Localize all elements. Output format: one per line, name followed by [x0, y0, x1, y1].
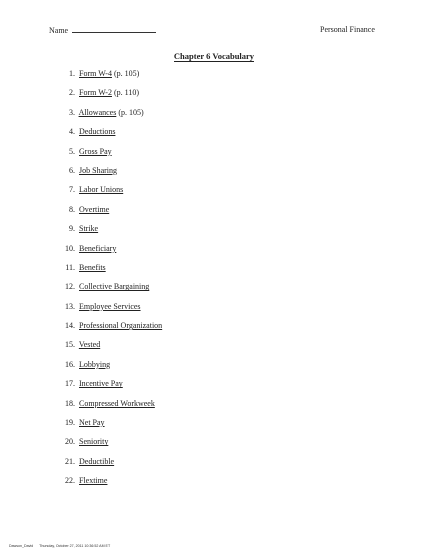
vocabulary-number: 10.: [65, 243, 75, 253]
vocabulary-number: 12.: [65, 282, 75, 292]
vocabulary-term: Beneficiary: [79, 243, 117, 253]
vocabulary-list: [62, 69, 162, 496]
vocabulary-term: Vested: [78, 340, 101, 350]
vocabulary-number: 1.: [69, 69, 75, 78]
vocabulary-term: Net Pay: [79, 418, 105, 428]
vocabulary-item: [62, 244, 162, 263]
name-label: Name: [49, 26, 69, 35]
vocabulary-item: [62, 127, 162, 146]
vocabulary-term: Overtime: [79, 204, 110, 214]
vocabulary-item: [62, 166, 162, 185]
vocabulary-term: Seniority: [79, 437, 109, 447]
vocabulary-item: [62, 379, 162, 398]
page-title: [0, 51, 428, 62]
vocabulary-item: [62, 263, 162, 282]
vocabulary-term: Lobbying: [79, 359, 111, 369]
vocabulary-page-reference: (p. 105): [111, 69, 140, 78]
vocabulary-number: 17.: [65, 379, 75, 389]
vocabulary-item: [62, 282, 162, 301]
vocabulary-number: 11.: [65, 262, 75, 272]
vocabulary-number: 22.: [65, 476, 75, 486]
vocabulary-number: 2.: [69, 88, 75, 98]
vocabulary-item: [62, 476, 162, 495]
vocabulary-number: 15.: [65, 340, 75, 350]
vocabulary-number: 9.: [69, 224, 75, 234]
vocabulary-number: 13.: [65, 301, 75, 311]
vocabulary-item: [62, 321, 162, 340]
vocabulary-term: Deductions: [79, 127, 116, 137]
vocabulary-number: 3.: [69, 107, 75, 117]
vocabulary-item: [62, 360, 162, 379]
vocabulary-page-reference: (p. 105): [116, 107, 144, 117]
vocabulary-term: Form W-2: [79, 88, 112, 98]
vocabulary-number: 4.: [69, 127, 75, 137]
page-title-text: Chapter 6 Vocabulary: [173, 51, 255, 61]
vocabulary-number: 8.: [69, 204, 75, 214]
vocabulary-number: 7.: [69, 185, 75, 195]
vocabulary-item: [62, 88, 162, 107]
name-blank-line: [72, 25, 156, 33]
vocabulary-number: 19.: [65, 418, 75, 428]
vocabulary-number: 20.: [65, 437, 75, 447]
vocabulary-item: [62, 224, 162, 243]
vocabulary-term: Collective Bargaining: [79, 282, 150, 292]
course-title: Personal Finance: [320, 25, 375, 34]
vocabulary-term: Benefits: [79, 262, 106, 272]
vocabulary-item: [62, 69, 162, 88]
vocabulary-term: Allowances: [78, 107, 117, 117]
vocabulary-term: Professional Organization: [79, 321, 163, 331]
vocabulary-term: Gross Pay: [79, 146, 112, 156]
vocabulary-item: [62, 185, 162, 204]
vocabulary-term: Form W-4: [79, 69, 112, 78]
vocabulary-item: [62, 437, 162, 456]
vocabulary-term: Deductible: [79, 456, 115, 466]
vocabulary-item: [62, 205, 162, 224]
vocabulary-number: 21.: [65, 456, 75, 466]
page-footer: [9, 544, 110, 549]
vocabulary-term: Incentive Pay: [79, 379, 123, 389]
vocabulary-term: Job Sharing: [79, 165, 117, 175]
vocabulary-item: [62, 147, 162, 166]
vocabulary-item: [62, 457, 162, 476]
vocabulary-number: 14.: [65, 321, 75, 331]
vocabulary-term: Labor Unions: [79, 185, 124, 195]
vocabulary-item: [62, 418, 162, 437]
vocabulary-number: 6.: [69, 165, 75, 175]
vocabulary-number: 16.: [65, 359, 75, 369]
vocabulary-item: [62, 340, 162, 359]
vocabulary-item: [62, 302, 162, 321]
vocabulary-term: Employee Services: [79, 301, 141, 311]
name-field: [49, 25, 156, 36]
vocabulary-item: [62, 108, 162, 127]
vocabulary-number: 5.: [69, 146, 75, 156]
vocabulary-number: 18.: [65, 398, 75, 408]
vocabulary-term: Compressed Workweek: [79, 398, 155, 408]
vocabulary-page-reference: (p. 110): [111, 88, 139, 98]
vocabulary-term: Flextime: [79, 476, 108, 486]
vocabulary-item: [62, 399, 162, 418]
footer-author: Dawson_David: [9, 544, 34, 548]
vocabulary-term: Strike: [79, 224, 99, 234]
footer-timestamp: Thursday, October 27, 2011 10:36:52 AM ET: [39, 544, 111, 548]
